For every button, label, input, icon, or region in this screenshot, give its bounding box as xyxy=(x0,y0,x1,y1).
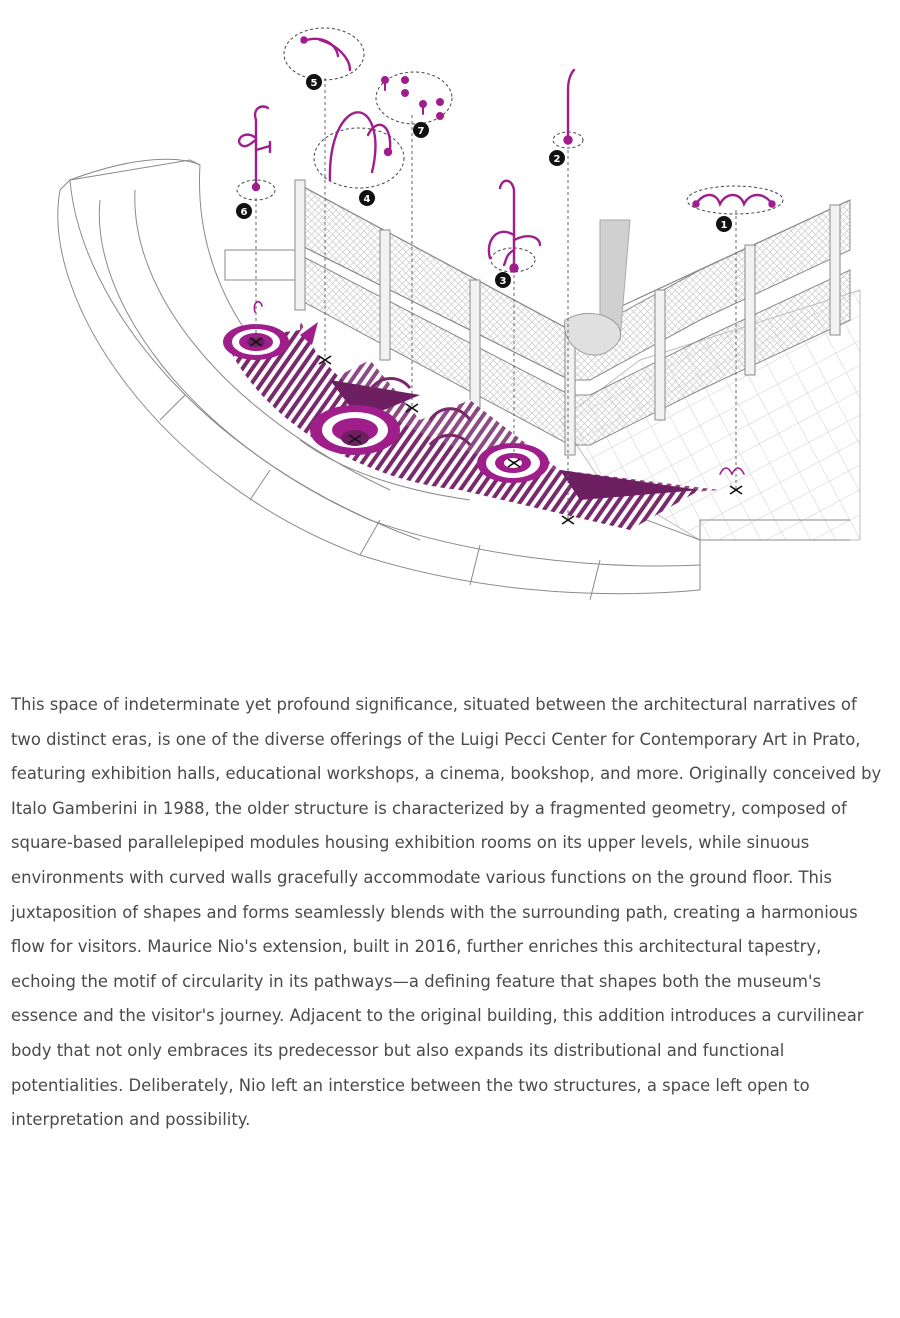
fixture-1 xyxy=(694,195,775,207)
svg-text:4: 4 xyxy=(363,194,371,205)
article-body xyxy=(11,688,889,1138)
article-paragraph: This space of indeterminate yet profound significance, situated between the architectural narratives of two distinct eras, is one of the diverse offerings of the Luigi Pecci Center for Contemporary Art in Prato, featuring exhibition halls, educational workshops, a cinema, bookshop, and more. Originally conceived by Italo Gamberini in 1988, the older structure is characterized by a fragmented geometry, composed of square-based parallelepiped modules housing exhibition rooms on its upper levels, while sinuous environments with curved walls gracefully accommodate various functions on the ground floor. This juxtaposition of shapes and forms seamlessly blends with the surrounding path, creating a harmonious flow for visitors. Maurice Nio's extension, built in 2016, further enriches this architectural tapestry, echoing the motif of circularity in its pathways—a defining feature that shapes both the museum's essence and the visitor's journey. Adjacent to the original building, this addition introduces a curvilinear body that not only embraces its predecessor but also expands its distributional and functional potentialities. Deliberately, Nio left an interstice between the two structures, a space left open to interpretation and possibility. xyxy=(11,695,882,1130)
svg-text:3: 3 xyxy=(499,276,507,287)
svg-text:6: 6 xyxy=(240,207,248,218)
marker-6 xyxy=(236,203,252,219)
fixture-7 xyxy=(382,77,443,119)
fixture-5 xyxy=(302,38,351,71)
target-4 xyxy=(310,405,400,455)
marker-3 xyxy=(495,272,511,288)
fixture-3 xyxy=(489,181,540,272)
marker-7 xyxy=(413,122,429,138)
fixture-4 xyxy=(330,112,391,180)
marker-2 xyxy=(549,150,565,166)
marker-5 xyxy=(306,74,322,90)
marker-1 xyxy=(716,216,732,232)
svg-text:7: 7 xyxy=(417,126,425,137)
svg-text:2: 2 xyxy=(553,154,561,165)
svg-text:1: 1 xyxy=(720,220,728,231)
marker-4 xyxy=(359,190,375,206)
svg-text:5: 5 xyxy=(310,78,318,89)
number-markers xyxy=(236,74,732,288)
axonometric-diagram xyxy=(0,0,900,640)
fixture-6 xyxy=(239,107,270,191)
